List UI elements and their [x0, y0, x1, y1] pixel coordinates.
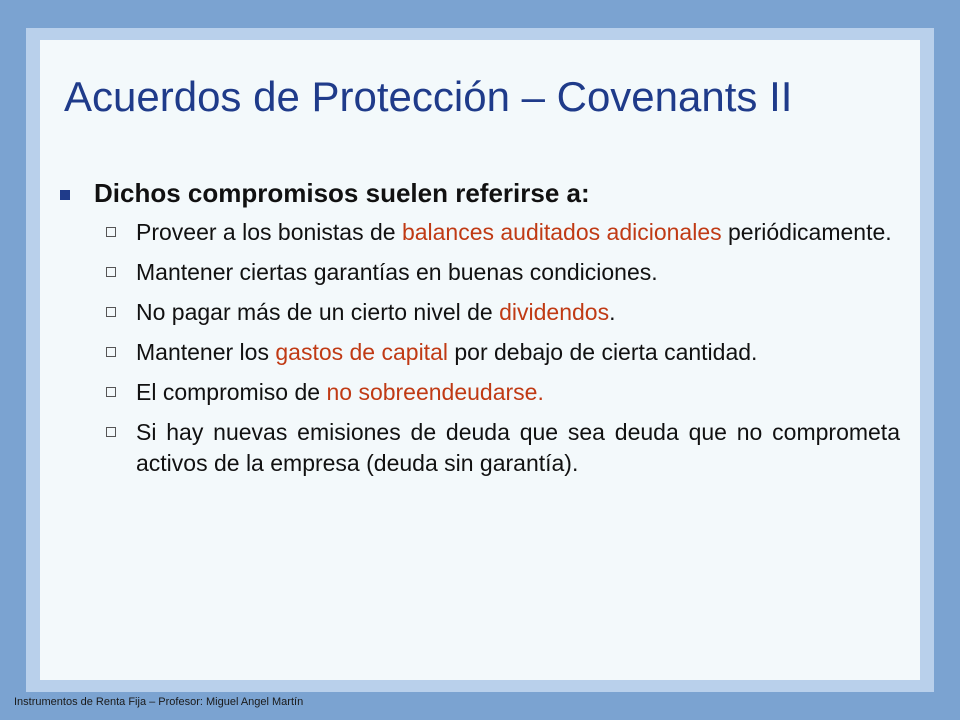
hollow-square-bullet-icon [106, 347, 116, 357]
slide-body [60, 178, 900, 488]
list-item [106, 377, 900, 408]
highlight-text: gastos de capital [275, 339, 448, 366]
list-item [106, 417, 900, 479]
list-item-text: Si hay nuevas emisiones de deuda que sea deuda que no comprometa activos de la empresa (deuda sin garantía). [136, 419, 900, 477]
list-item [106, 297, 900, 328]
hollow-square-bullet-icon [106, 267, 116, 277]
main-bullet [60, 178, 900, 209]
highlight-text: no sobreendeudarse. [326, 379, 544, 406]
main-bullet-text: Dichos compromisos suelen referirse a: [94, 178, 590, 208]
hollow-square-bullet-icon [106, 227, 116, 237]
list-item [106, 257, 900, 288]
highlight-text: dividendos [499, 299, 610, 326]
sub-bullet-list [60, 217, 900, 479]
list-item [106, 337, 900, 368]
list-item-text: Proveer a los bonistas de balances auditados adicionales periódicamente. [136, 219, 892, 246]
list-item-text: Mantener los gastos de capital por debajo de cierta cantidad. [136, 339, 758, 366]
hollow-square-bullet-icon [106, 427, 116, 437]
square-bullet-icon [60, 190, 70, 200]
list-item-text: No pagar más de un cierto nivel de dividendos. [136, 299, 616, 326]
hollow-square-bullet-icon [106, 307, 116, 317]
slide-footer: Instrumentos de Renta Fija – Profesor: Miguel Angel Martín [14, 696, 304, 708]
list-item-text: Mantener ciertas garantías en buenas condiciones. [136, 259, 658, 286]
slide-title: Acuerdos de Protección – Covenants II [64, 73, 793, 120]
list-item [106, 217, 900, 248]
highlight-text: balances auditados adicionales [401, 219, 722, 246]
list-item-text: El compromiso de no sobreendeudarse. [136, 379, 544, 406]
hollow-square-bullet-icon [106, 387, 116, 397]
